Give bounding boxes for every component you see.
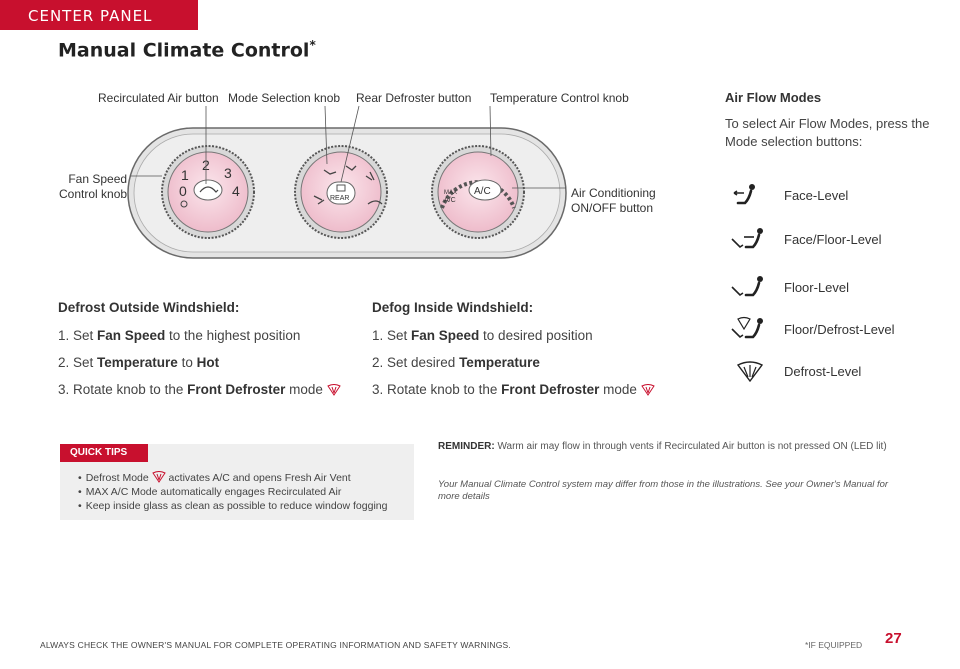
ac-button-label: A/C <box>474 186 491 197</box>
climate-panel-diagram <box>40 86 680 316</box>
callout-fan-speed-line1: Fan Speed <box>68 172 128 186</box>
quick-tip-3: • Keep inside glass as clean as possible to reduce window fogging <box>78 499 408 513</box>
defog-inside-step-1 <box>372 328 672 343</box>
defrost-level-icon <box>730 357 774 385</box>
quick-tips-list <box>78 471 408 514</box>
defog-inside-step-2 <box>372 355 672 370</box>
reminder-note <box>438 441 918 452</box>
quick-tips-label: QUICK TIPS <box>60 444 148 462</box>
fan-label-3: 3 <box>224 165 232 181</box>
max-label: MAX <box>444 190 458 196</box>
tip-text: Defrost Mode <box>85 472 152 484</box>
footer-if-equipped: *IF EQUIPPED <box>805 640 863 650</box>
mode-row-face <box>730 181 848 209</box>
step-text: to <box>177 355 197 370</box>
face-floor-level-icon <box>730 225 774 253</box>
step-text: 1. Set <box>372 328 412 343</box>
step-text: 2. Set desired <box>372 355 460 370</box>
callout-ac-button <box>571 186 656 216</box>
step-bold: Front Defroster <box>501 382 600 397</box>
floor-level-icon <box>730 273 774 301</box>
step-text: mode <box>285 382 323 397</box>
callout-fan-speed-line2: Control knob <box>59 187 128 201</box>
step-bold: Temperature <box>97 355 178 370</box>
defrost-outside-step-1 <box>58 328 358 343</box>
quick-tip-2: • MAX A/C Mode automatically engages Recirculated Air <box>78 485 408 499</box>
reminder-label: REMINDER: <box>438 441 495 452</box>
defog-inside-step-3 <box>372 382 672 397</box>
fan-label-2: 2 <box>202 157 210 173</box>
step-bold: Fan Speed <box>411 328 480 343</box>
rear-label: REAR <box>330 195 350 202</box>
air-flow-description: To select Air Flow Modes, press the Mode selection buttons: <box>725 116 930 149</box>
mode-label-face-floor: Face/Floor-Level <box>784 231 882 247</box>
step-text: 2. Set <box>58 355 98 370</box>
mode-label-floor: Floor-Level <box>784 279 850 295</box>
defrost-icon <box>327 384 341 396</box>
step-bold: Temperature <box>459 355 540 370</box>
callout-fan-speed <box>59 172 127 202</box>
step-bold: Front Defroster <box>187 382 286 397</box>
mode-label-face: Face-Level <box>784 187 849 203</box>
fan-label-1: 1 <box>181 167 189 183</box>
defrost-outside-title: Defrost Outside Windshield: <box>58 300 240 315</box>
face-level-icon <box>730 181 774 209</box>
mode-row-defrost <box>730 357 861 385</box>
callout-temperature: Temperature Control knob <box>490 91 629 105</box>
step-text: 3. Rotate knob to the <box>58 382 188 397</box>
callout-ac-line2: ON/OFF button <box>571 201 654 215</box>
step-bold: Fan Speed <box>97 328 166 343</box>
reminder-text: Warm air may flow in through vents if Recirculated Air button is not pressed ON (LED lit) <box>494 441 887 452</box>
mode-row-face-floor <box>730 225 882 253</box>
fan-speed-knob[interactable] <box>162 146 254 238</box>
defog-inside-section <box>372 300 672 409</box>
mode-row-floor-defrost <box>730 315 895 343</box>
step-text: 3. Rotate knob to the <box>372 382 502 397</box>
fan-label-4: 4 <box>232 183 240 199</box>
temperature-control-knob[interactable] <box>432 146 524 238</box>
page-number: 27 <box>885 630 902 647</box>
page-title-text: Manual Climate Control <box>58 39 310 62</box>
quick-tip-1 <box>78 471 408 485</box>
defrost-outside-section <box>58 300 358 409</box>
callout-mode-selection: Mode Selection knob <box>228 91 341 105</box>
air-flow-title: Air Flow Modes <box>725 90 822 105</box>
step-text: to the highest position <box>165 328 301 343</box>
air-flow-modes-section <box>725 90 945 150</box>
mode-selection-knob[interactable] <box>295 146 387 238</box>
tip-text: activates A/C and opens Fresh Air Vent <box>165 472 351 484</box>
step-bold: Hot <box>196 355 220 370</box>
max-ac-label: A/C <box>444 197 456 204</box>
callout-ac-line1: Air Conditioning <box>571 186 656 200</box>
defrost-icon <box>152 471 166 483</box>
step-text: 1. Set <box>58 328 98 343</box>
callout-recirculated-air: Recirculated Air button <box>98 91 219 105</box>
fan-label-0: 0 <box>179 183 187 199</box>
disclaimer-note: Your Manual Climate Control system may differ from those in the illustrations. See your Owner's Manual for more details <box>438 479 889 503</box>
page-title <box>58 38 316 61</box>
mode-row-floor <box>730 273 849 301</box>
defrost-outside-step-2 <box>58 355 358 370</box>
defrost-icon <box>641 384 655 396</box>
if-equipped-mark: * <box>309 38 316 52</box>
step-text: to desired position <box>479 328 593 343</box>
footer-warning: ALWAYS CHECK THE OWNER'S MANUAL FOR COMPLETE OPERATING INFORMATION AND SAFETY WARNINGS. <box>40 640 511 650</box>
mode-label-defrost: Defrost-Level <box>784 363 862 379</box>
step-text: mode <box>599 382 637 397</box>
section-tab: CENTER PANEL <box>0 0 198 30</box>
defog-inside-title: Defog Inside Windshield: <box>372 300 534 315</box>
callout-rear-defroster: Rear Defroster button <box>356 91 472 105</box>
defrost-outside-step-3 <box>58 382 358 397</box>
mode-label-floor-defrost: Floor/Defrost-Level <box>784 321 895 337</box>
floor-defrost-level-icon <box>730 315 774 343</box>
